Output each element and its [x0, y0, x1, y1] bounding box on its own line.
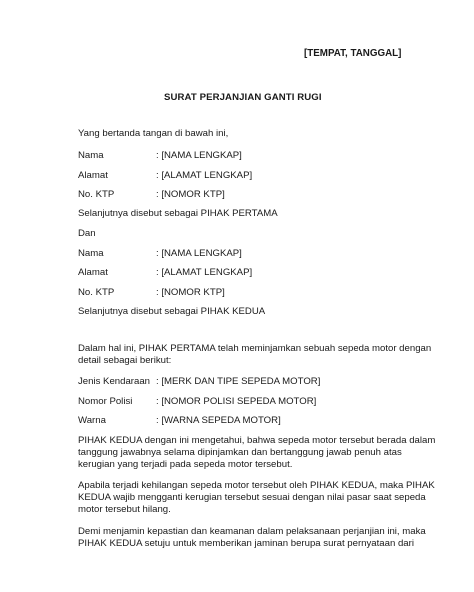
vehicle-type-value: : [MERK DAN TIPE SEPEDA MOTOR] — [156, 376, 321, 387]
loss-line-1: Apabila terjadi kehilangan sepeda motor tersebut oleh PIHAK KEDUA, maka PIHAK — [78, 480, 435, 491]
party1-name-value: : [NAMA LENGKAP] — [156, 150, 242, 161]
party2-name-value: : [NAMA LENGKAP] — [156, 248, 242, 259]
document-title: SURAT PERJANJIAN GANTI RUGI — [164, 92, 322, 103]
vehicle-plate-label: Nomor Polisi — [78, 396, 133, 407]
party1-designation: Selanjutnya disebut sebagai PIHAK PERTAMA — [78, 208, 278, 219]
knowledge-line-1: PIHAK KEDUA dengan ini mengetahui, bahwa sepeda motor tersebut berada dalam — [78, 435, 436, 446]
loan-line-1: Dalam hal ini, PIHAK PERTAMA telah meminjamkan sebuah sepeda motor dengan — [78, 343, 432, 354]
vehicle-color-label: Warna — [78, 415, 106, 426]
loss-line-3: motor tersebut hilang. — [78, 504, 171, 515]
vehicle-color-value: : [WARNA SEPEDA MOTOR] — [156, 415, 281, 426]
party2-name-label: Nama — [78, 248, 104, 259]
party1-address-value: : [ALAMAT LENGKAP] — [156, 170, 253, 181]
party2-ktp-label: No. KTP — [78, 287, 115, 298]
loan-line-2: detail sebagai berikut: — [78, 355, 172, 366]
knowledge-line-3: kerugian yang terjadi pada sepeda motor tersebut. — [78, 459, 293, 470]
party1-name-label: Nama — [78, 150, 104, 161]
guarantee-line-1: Demi menjamin kepastian dan keamanan dalam pelaksanaan perjanjian ini, maka — [78, 526, 426, 537]
guarantee-line-2: PIHAK KEDUA setuju untuk memberikan jaminan berupa surat pernyataan dari — [78, 538, 414, 549]
intro-text: Yang bertanda tangan di bawah ini, — [78, 128, 229, 139]
party1-address-label: Alamat — [78, 170, 108, 181]
party1-ktp-value: : [NOMOR KTP] — [156, 189, 225, 200]
party2-ktp-value: : [NOMOR KTP] — [156, 287, 225, 298]
loss-line-2: KEDUA wajib mengganti kerugian tersebut sesuai dengan nilai pasar saat sepeda — [78, 492, 426, 503]
conjunction-text: Dan — [78, 228, 96, 239]
party2-designation: Selanjutnya disebut sebagai PIHAK KEDUA — [78, 306, 266, 317]
party2-address-value: : [ALAMAT LENGKAP] — [156, 267, 253, 278]
party1-ktp-label: No. KTP — [78, 189, 115, 200]
vehicle-plate-value: : [NOMOR POLISI SEPEDA MOTOR] — [156, 396, 317, 407]
party2-address-label: Alamat — [78, 267, 108, 278]
place-date: [TEMPAT, TANGGAL] — [304, 48, 402, 59]
vehicle-type-label: Jenis Kendaraan — [78, 376, 151, 387]
knowledge-line-2: tanggung jawabnya selama dipinjamkan dan bertanggung jawab penuh atas — [78, 447, 402, 458]
